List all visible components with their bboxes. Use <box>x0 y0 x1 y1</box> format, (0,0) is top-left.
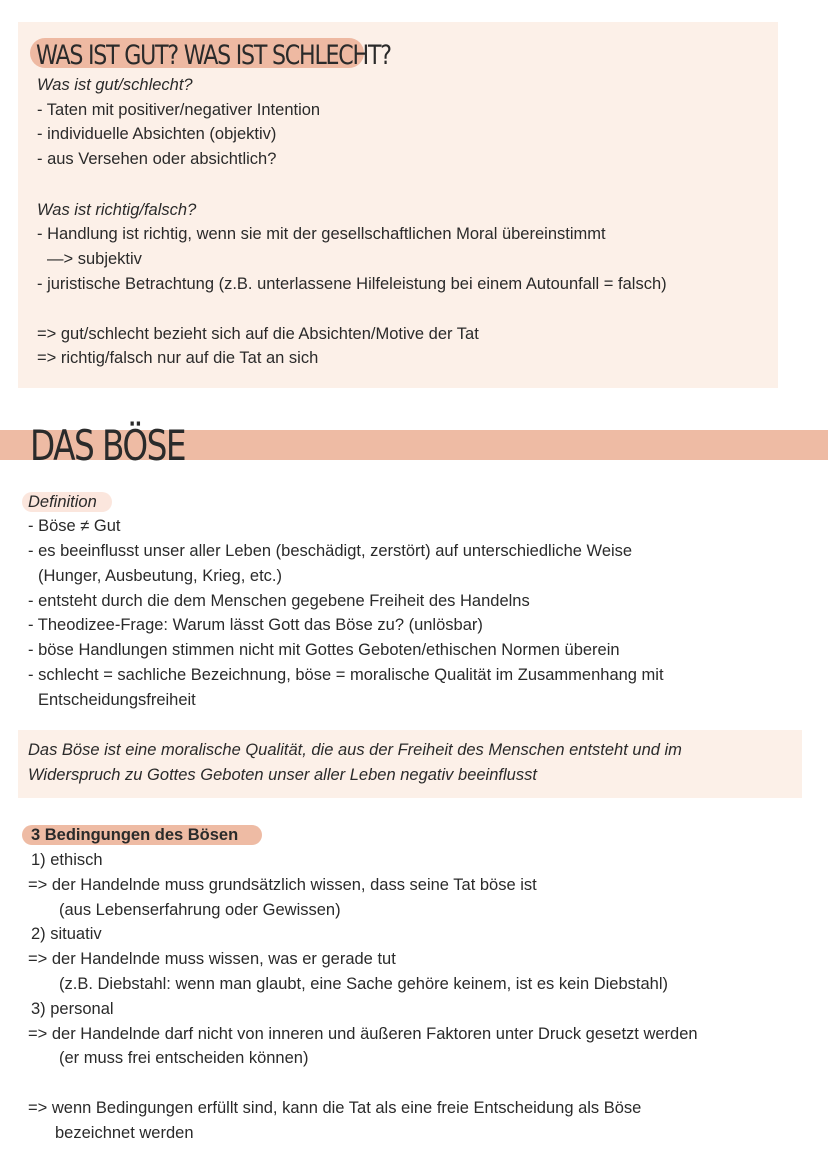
section-title-good-bad: WAS IST GUT? WAS IST SCHLECHT? <box>36 40 391 71</box>
summary-line: Das Böse ist eine moralische Qualität, die aus der Freiheit des Menschen entsteht und im <box>28 741 682 759</box>
list-item: - schlecht = sachliche Bezeichnung, böse = moralische Qualität im Zusammenhang mit <box>28 666 664 684</box>
list-item: - aus Versehen oder absichtlich? <box>37 150 277 168</box>
definition-label: Definition <box>28 493 97 511</box>
list-item: - Theodizee-Frage: Warum lässt Gott das Böse zu? (unlösbar) <box>28 616 483 634</box>
conditions-label: 3 Bedingungen des Bösen <box>31 826 239 844</box>
question-right-wrong: Was ist richtig/falsch? <box>37 201 197 219</box>
condition-note: (aus Lebenserfahrung oder Gewissen) <box>59 901 341 919</box>
final-conclusion: => wenn Bedingungen erfüllt sind, kann die Tat als eine freie Entscheidung als Böse <box>28 1099 642 1117</box>
list-item: - individuelle Absichten (objektiv) <box>37 125 277 143</box>
condition-heading: 3) personal <box>31 1000 114 1018</box>
condition-detail: => der Handelnde darf nicht von inneren und äußeren Faktoren unter Druck gesetzt werden <box>28 1025 698 1043</box>
condition-detail: => der Handelnde muss grundsätzlich wissen, dass seine Tat böse ist <box>28 876 537 894</box>
list-item: - böse Handlungen stimmen nicht mit Gottes Geboten/ethischen Normen überein <box>28 641 620 659</box>
list-item-sub: —> subjektiv <box>47 250 142 268</box>
list-item-continuation: Entscheidungsfreiheit <box>38 691 196 709</box>
condition-note: (er muss frei entscheiden können) <box>59 1049 309 1067</box>
condition-heading: 2) situativ <box>31 925 102 943</box>
question-good-bad: Was ist gut/schlecht? <box>37 76 193 94</box>
section-title-das-boese: DAS BÖSE <box>30 421 185 470</box>
list-item: - Taten mit positiver/negativer Intention <box>37 101 321 119</box>
condition-detail: => der Handelnde muss wissen, was er gerade tut <box>28 950 396 968</box>
list-item: - juristische Betrachtung (z.B. unterlassene Hilfeleistung bei einem Autounfall = falsch) <box>37 275 667 293</box>
list-item: - es beeinflusst unser aller Leben (beschädigt, zerstört) auf unterschiedliche Weise <box>28 542 633 560</box>
conclusion-line: => richtig/falsch nur auf die Tat an sich <box>37 349 319 367</box>
list-item: - Böse ≠ Gut <box>28 517 121 535</box>
condition-heading: 1) ethisch <box>31 851 103 869</box>
list-item-continuation: (Hunger, Ausbeutung, Krieg, etc.) <box>38 567 282 585</box>
summary-line: Widerspruch zu Gottes Geboten unser aller Leben negativ beeinflusst <box>28 766 537 784</box>
final-conclusion-continuation: bezeichnet werden <box>55 1124 194 1142</box>
condition-note: (z.B. Diebstahl: wenn man glaubt, eine Sache gehöre keinem, ist es kein Diebstahl) <box>59 975 668 993</box>
conclusion-line: => gut/schlecht bezieht sich auf die Absichten/Motive der Tat <box>37 325 479 343</box>
list-item: - Handlung ist richtig, wenn sie mit der gesellschaftlichen Moral übereinstimmt <box>37 225 606 243</box>
list-item: - entsteht durch die dem Menschen gegebene Freiheit des Handelns <box>28 592 530 610</box>
